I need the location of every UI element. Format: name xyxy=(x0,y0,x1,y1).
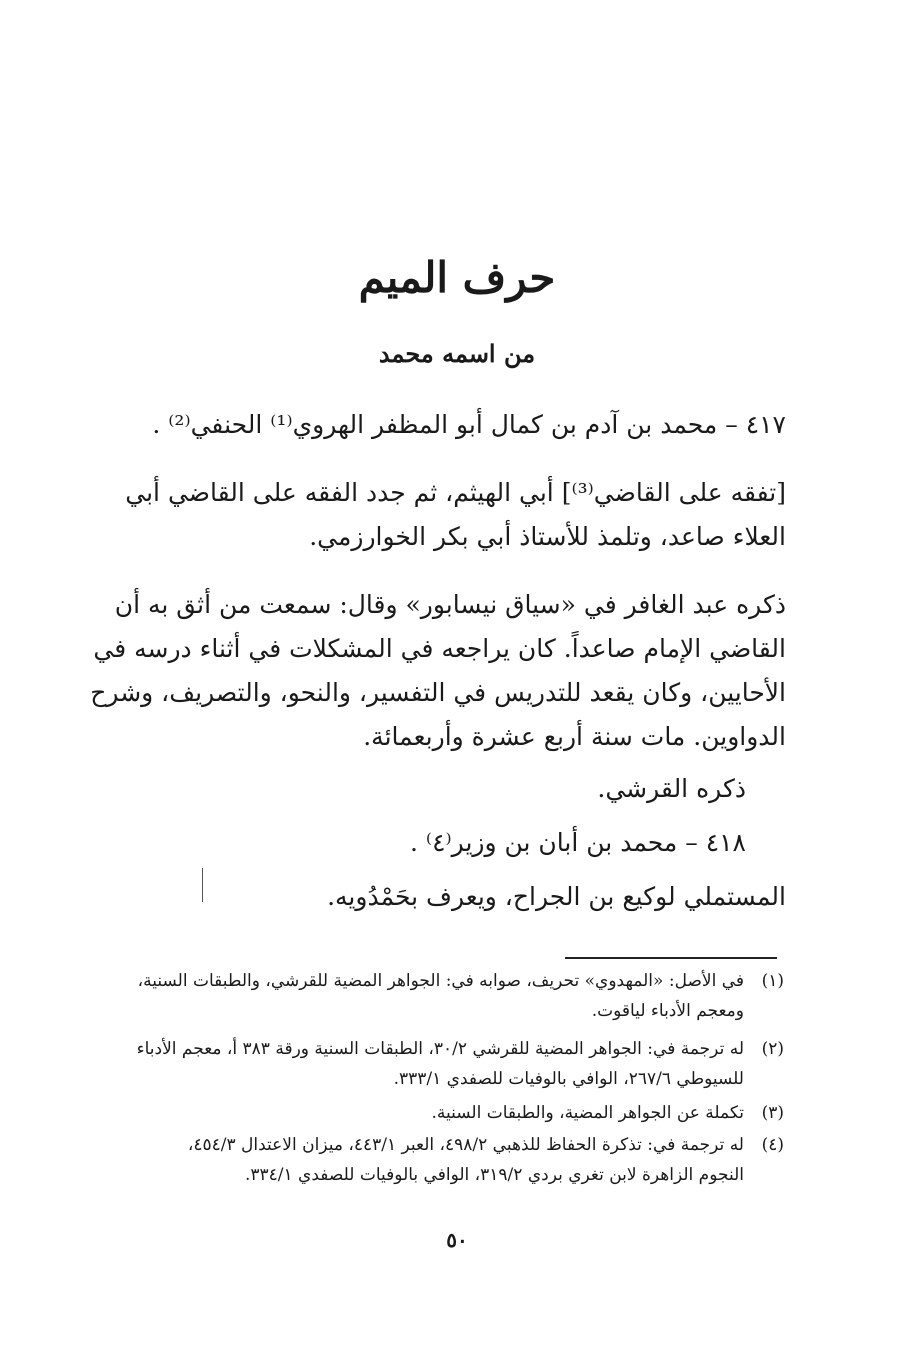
footnote-line: له ترجمة في: الجواهر المضية للقرشي ٣٠/٢، الطبقات السنية ورقة ٣٨٣ أ، معجم الأدباء xyxy=(136,1039,744,1059)
footnote-line: النجوم الزاهرة لابن تغري بردي ٣١٩/٢، الوافي بالوفيات للصفدي ٣٣٤/١. xyxy=(244,1165,744,1185)
paragraph-line: [تفقه على القاضي⁽³⁾] أبي الهيثم، ثم جدد الفقه على القاضي أبي xyxy=(125,478,786,507)
footnote-3 xyxy=(124,1098,784,1128)
footnote-number: (٣) xyxy=(761,1103,784,1123)
paragraph-line: المستملي لوكيع بن الجراح، ويعرف بحَمْدُويه. xyxy=(327,882,786,911)
footnote-line: للسيوطي ٢٦٧/٦، الوافي بالوفيات للصفدي ٣٣٣/١. xyxy=(393,1069,744,1089)
footnote-number: (٢) xyxy=(761,1039,784,1059)
paragraph-line: القاضي الإمام صاعداً. كان يراجعه في المشكلات في أثناء درسه في xyxy=(93,634,786,663)
footnote-line: تكملة عن الجواهر المضية، والطبقات السنية. xyxy=(431,1103,744,1123)
entry-418-heading: ٤١٨ – محمد بن أبان بن وزير⁽٤⁾ . xyxy=(410,828,746,857)
footnote-1 xyxy=(124,966,784,1026)
paragraph-line: الدواوين. مات سنة أربع عشرة وأربعمائة. xyxy=(363,722,786,751)
paragraph-line: الأحايين، وكان يقعد للتدريس في التفسير، والنحو، والتصريف، وشرح xyxy=(90,678,786,707)
paragraph-line: ذكره القرشي. xyxy=(597,774,746,803)
footnote-separator xyxy=(565,957,777,959)
page-number: ٥٠ xyxy=(446,1228,468,1252)
paragraph-line: ذكره عبد الغافر في «سياق نيسابور» وقال: سمعت من أثق به أن xyxy=(114,590,786,619)
footnote-line: ومعجم الأدباء لياقوت. xyxy=(591,1001,744,1021)
footnote-line: في الأصل: «المهدوي» تحريف، صوابه في: الجواهر المضية للقرشي، والطبقات السنية، xyxy=(137,971,744,991)
margin-mark xyxy=(202,868,203,902)
section-title: حرف الميم xyxy=(358,253,556,302)
footnote-number: (٤) xyxy=(761,1135,784,1155)
entry-417-heading: ٤١٧ – محمد بن آدم بن كمال أبو المظفر الهروي⁽¹⁾ الحنفي⁽²⁾ . xyxy=(152,410,786,439)
footnote-2 xyxy=(124,1034,784,1094)
footnote-line: له ترجمة في: تذكرة الحفاظ للذهبي ٤٩٨/٢، العبر ٤٤٣/١، ميزان الاعتدال ٤٥٤/٣، xyxy=(187,1135,744,1155)
section-subtitle: من اسمه محمد xyxy=(378,339,536,368)
footnote-4 xyxy=(124,1130,784,1190)
paragraph-line: العلاء صاعد، وتلمذ للأستاذ أبي بكر الخوارزمي. xyxy=(309,522,786,551)
footnote-number: (١) xyxy=(761,971,784,991)
